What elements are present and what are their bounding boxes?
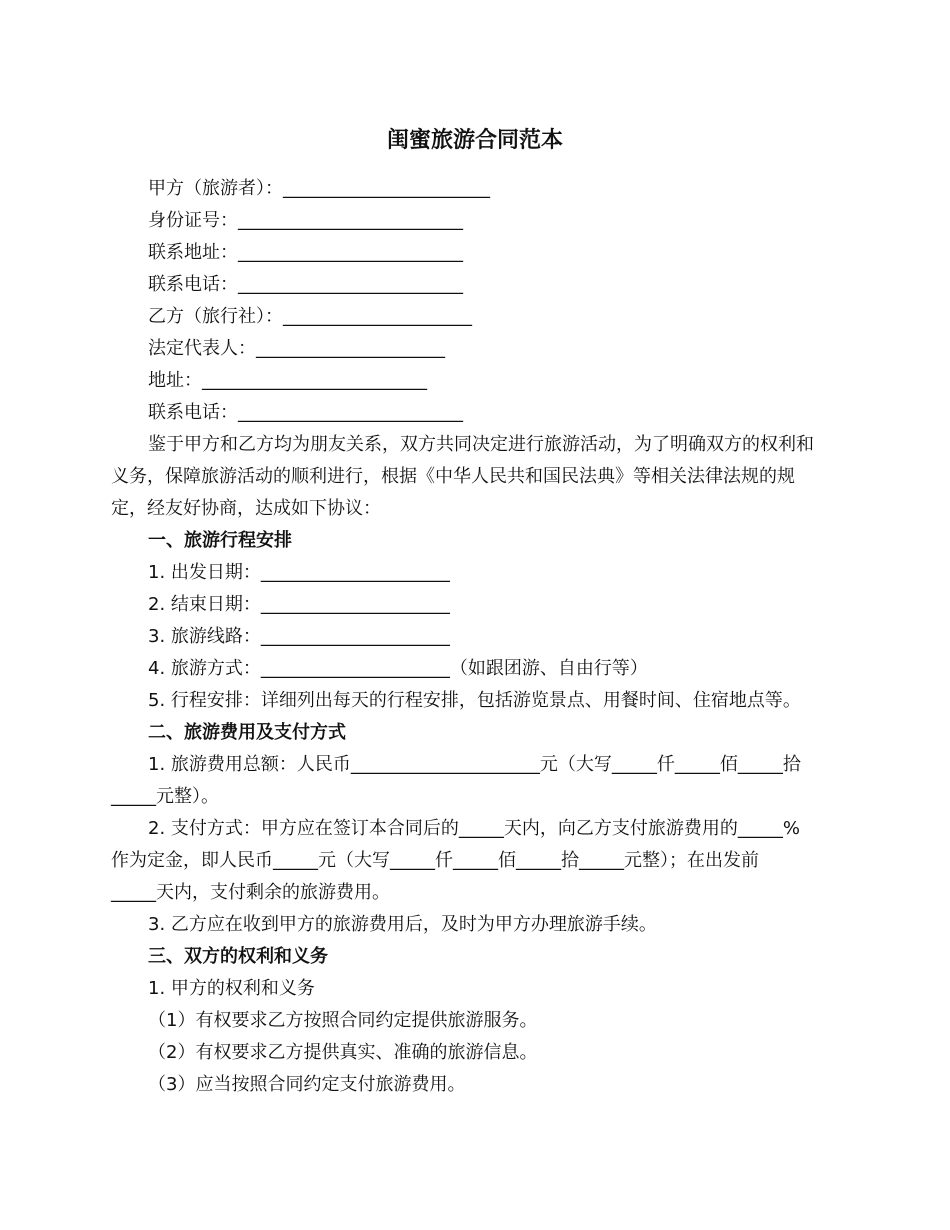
preamble-line-3: 定，经友好协商，达成如下协议： <box>111 498 381 519</box>
party-b-agency: 乙方（旅行社）：_____________________ <box>148 306 472 327</box>
id-number: 身份证号：_________________________ <box>148 210 463 231</box>
party-a-right-3: （3）应当按照合同约定支付旅游费用。 <box>148 1074 466 1095</box>
legal-representative: 法定代表人：_____________________ <box>148 338 445 359</box>
itinerary-arrangement: 5. 行程安排：详细列出每天的行程安排，包括游览景点、用餐时间、住宿地点等。 <box>148 690 801 711</box>
contact-phone: 联系电话：_________________________ <box>148 274 463 295</box>
payment-method-line-1: 2. 支付方式：甲方应在签订本合同后的_____天内，向乙方支付旅游费用的_____% <box>148 818 800 839</box>
total-fee-line-1: 1. 旅游费用总额：人民币_____________________元（大写_____仟_____佰_____拾 <box>148 754 801 775</box>
contact-phone-2: 联系电话：_________________________ <box>148 402 463 423</box>
payment-method-line-2: 作为定金，即人民币_____元（大写_____仟_____佰_____拾_____元整）；在出发前 <box>111 850 759 871</box>
agency-procedure: 3. 乙方应在收到甲方的旅游费用后，及时为甲方办理旅游手续。 <box>148 914 657 935</box>
end-date: 2. 结束日期：_____________________ <box>148 594 450 615</box>
party-a-rights-heading: 1. 甲方的权利和义务 <box>148 978 315 999</box>
party-a-right-2: （2）有权要求乙方提供真实、准确的旅游信息。 <box>148 1042 538 1063</box>
section-heading-itinerary: 一、旅游行程安排 <box>148 530 292 551</box>
party-a-traveler: 甲方（旅游者）：_______________________ <box>148 178 490 199</box>
preamble-line-1: 鉴于甲方和乙方均为朋友关系，双方共同决定进行旅游活动，为了明确双方的权利和 <box>148 434 814 455</box>
section-heading-fees: 二、旅游费用及支付方式 <box>148 722 346 743</box>
address: 地址：_________________________ <box>148 370 427 391</box>
document-title: 闺蜜旅游合同范本 <box>386 128 563 153</box>
travel-mode: 4. 旅游方式：_____________________（如跟团游、自由行等） <box>148 658 648 679</box>
contact-address: 联系地址：_________________________ <box>148 242 463 263</box>
preamble-line-2: 义务，保障旅游活动的顺利进行，根据《中华人民共和国民法典》等相关法律法规的规 <box>111 466 795 487</box>
party-a-right-1: （1）有权要求乙方按照合同约定提供旅游服务。 <box>148 1010 538 1031</box>
total-fee-line-2: _____元整）。 <box>111 786 219 807</box>
departure-date: 1. 出发日期：_____________________ <box>148 562 450 583</box>
travel-route: 3. 旅游线路：_____________________ <box>148 626 450 647</box>
payment-method-line-3: _____天内，支付剩余的旅游费用。 <box>111 882 390 903</box>
section-heading-rights: 三、双方的权利和义务 <box>148 946 328 967</box>
